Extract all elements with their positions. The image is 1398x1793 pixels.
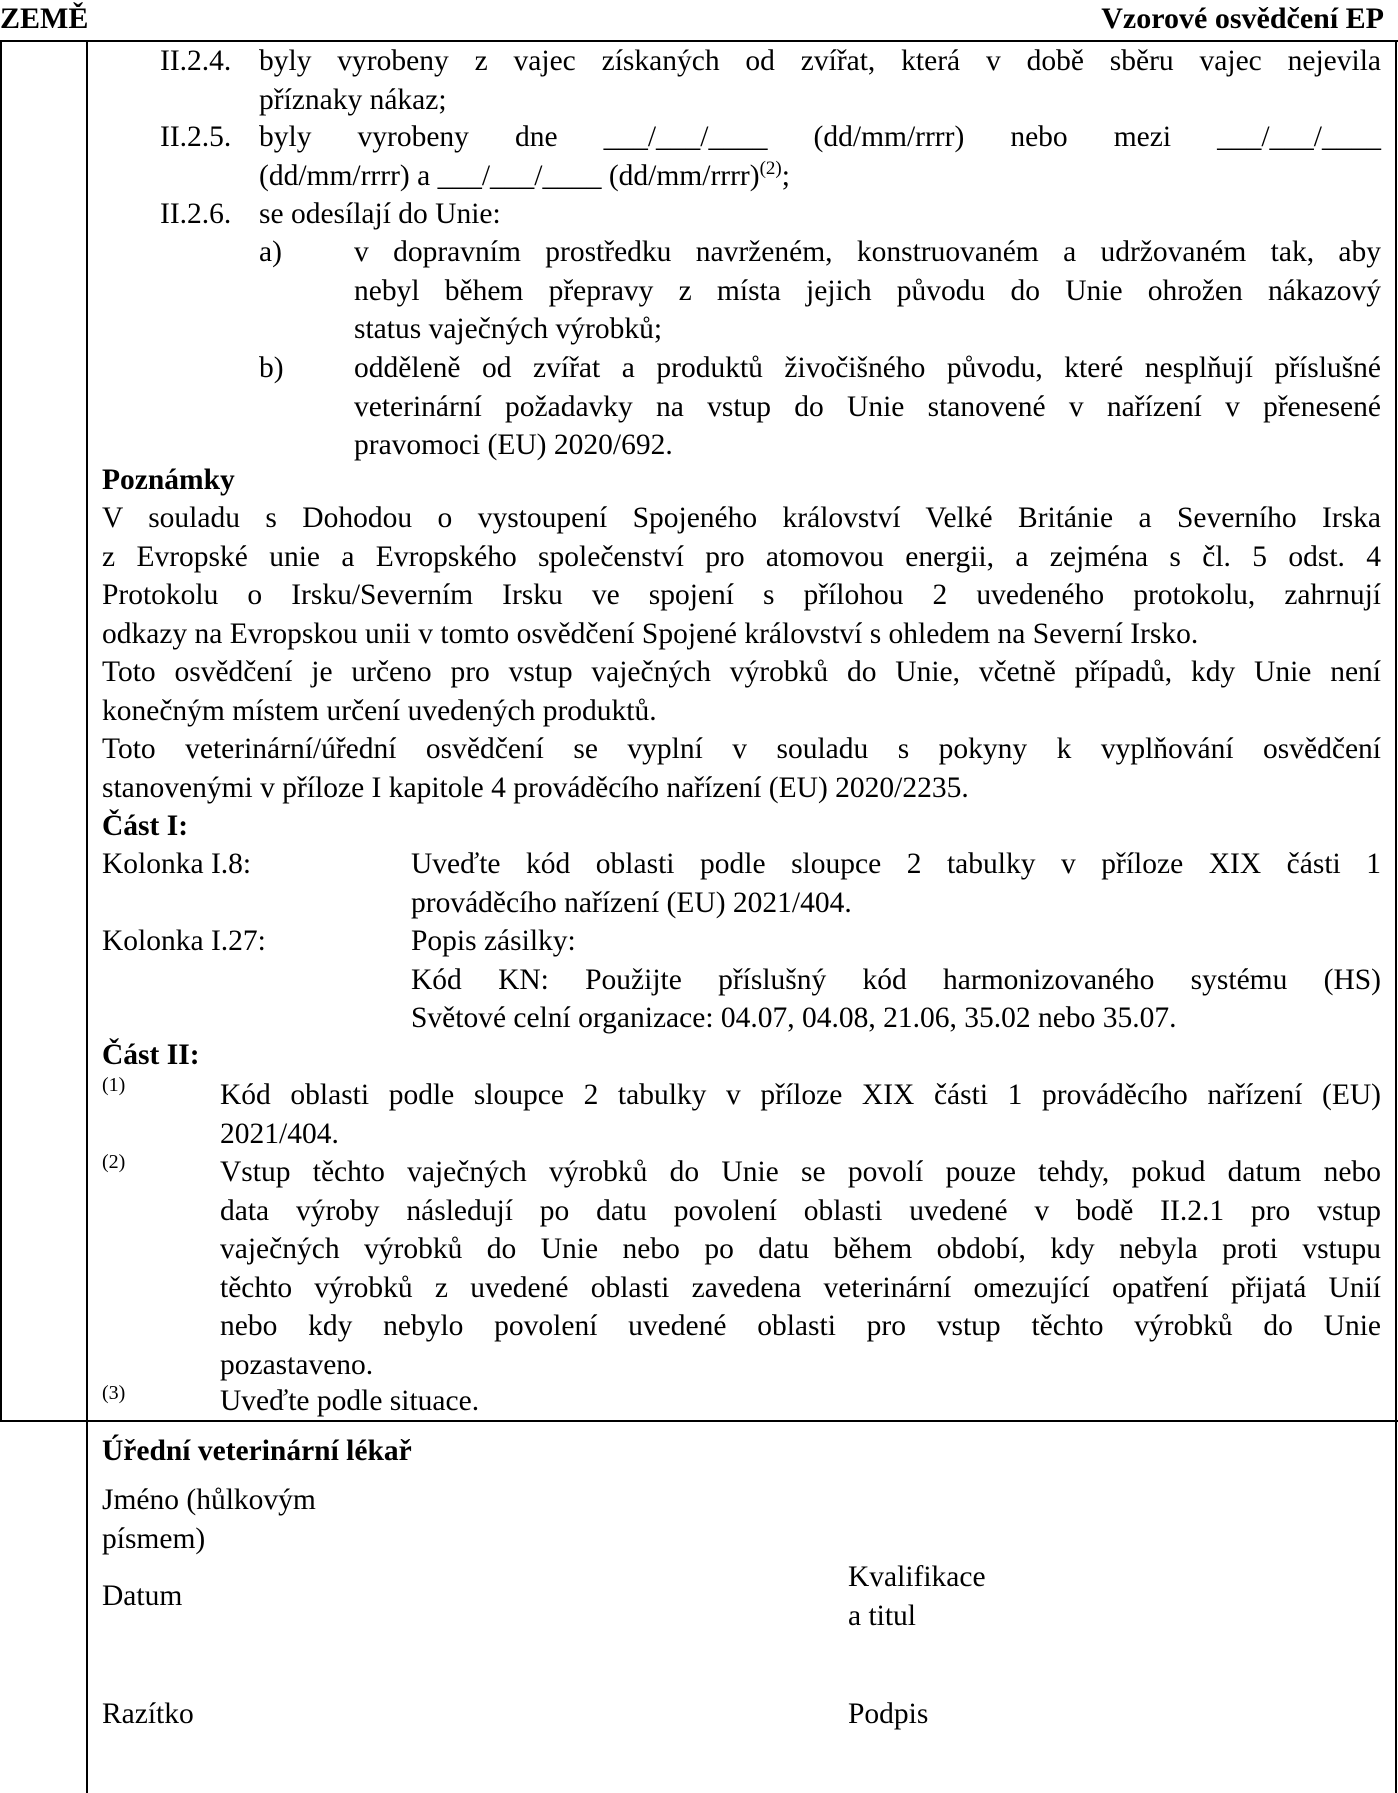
item-II-2-5-number: II.2.5. [160,121,232,153]
footnote-1-text: Kód oblasti podle sloupce 2 tabulky v příloze XIX části 1 prováděcího nařízení (EU) 2021/404. [220,1079,1381,1150]
official-veterinarian-heading: Úřední veterinární lékař [102,1435,412,1467]
footnote-ref-2: (2) [759,157,782,179]
item-II-2-4-number: II.2.4. [160,45,232,77]
table-left-border [0,40,2,1422]
notes-heading: Poznámky [102,464,235,496]
item-II-2-6-number: II.2.6. [160,198,232,230]
subitem-a-label: a) [259,236,282,268]
notes-paragraph-3: Toto veterinární/úřední osvědčení se vyplní v souladu s pokyny k vyplňování osvědčení stanovenými v příloze I kapitole 4 prováděcího nařízení (EU) 2020/2235. [102,733,1381,804]
table-row-divider [0,1420,1398,1422]
date-field-label: Datum [102,1580,183,1612]
header-certificate-model: Vzorové osvědčení EP [1101,2,1384,35]
footnote-3-text: Uveďte podle situace. [220,1385,480,1417]
subitem-b-text: odděleně od zvířat a produktů živočišného původu, které nesplňují příslušné veterinární požadavky na vstup do Unie stanovené v nařízení v přenesené pravomoci (EU) 2020/692. [354,352,1381,461]
stamp-field-label: Razítko [102,1698,194,1730]
part-I-heading: Část I: [102,810,189,842]
box-I-27-text: Popis zásilky: Kód KN: Použijte příslušný kód harmonizovaného systému (HS) Světové celní organizace: 04.07, 04.08, 21.06, 35.02 nebo 35.07. [411,925,1381,1034]
table-column-divider [86,40,88,1793]
part-II-heading: Část II: [102,1039,200,1071]
subitem-a-text: v dopravním prostředku navrženém, konstruovaném a udržovaném tak, aby nebyl během přepravy z místa jejich původu do Unie ohrožen nákazový status vaječných výrobků; [354,236,1381,345]
footnote-1-mark: (1) [102,1074,126,1096]
notes-paragraph-1: V souladu s Dohodou o vystoupení Spojeného království Velké Británie a Severního Irska z Evropské unie a Evropského společenství pro atomovou energii, a zejména s čl. 5 odst. 4 Protokolu o Irsku/Severním Irsku ve spojení s přílohou 2 uvedeného protokolu, zahrnují odkazy na Evropskou unii v tomto osvědčení Spojené království s ohledem na Severní Irsko. [102,502,1381,650]
footnote-2-mark: (2) [102,1151,126,1173]
item-II-2-6-text: se odesílají do Unie: [259,198,501,230]
qualification-field-label: Kvalifikace a titul [848,1561,986,1632]
subitem-b-label: b) [259,352,284,384]
box-I-27-label: Kolonka I.27: [102,925,266,957]
box-I-8-label: Kolonka I.8: [102,848,252,880]
table-right-border [1395,40,1397,1793]
footnote-2-text: Vstup těchto vaječných výrobků do Unie se povolí pouze tehdy, pokud datum nebo data výroby následují po datu povolení oblasti uvedené v bodě II.2.1 pro vstup vaječných výrobků do Unie nebo po datu během období, kdy nebyla proti vstupu těchto výrobků z uvedené oblasti zavedena veterinární omezující opatření přijatá Unií nebo kdy nebylo povolení uvedené oblasti pro vstup těchto výrobků do Unie pozastaveno. [220,1156,1381,1381]
name-field-label: Jméno (hůlkovým písmem) [102,1484,316,1555]
notes-paragraph-2: Toto osvědčení je určeno pro vstup vaječných výrobků do Unie, včetně případů, kdy Unie není konečným místem určení uvedených produktů. [102,656,1381,727]
footnote-3-mark: (3) [102,1382,126,1404]
item-II-2-4-text: byly vyrobeny z vajec získaných od zvířat, která v době sběru vajec nejevila příznaky nákaz; [259,45,1381,116]
header-country: ZEMĚ [0,2,89,35]
signature-field-label: Podpis [848,1698,929,1730]
box-I-8-text: Uveďte kód oblasti podle sloupce 2 tabulky v příloze XIX části 1 prováděcího nařízení (EU) 2021/404. [411,848,1381,919]
item-II-2-5-text: byly vyrobeny dne ___/___/____ (dd/mm/rrrr) nebo mezi ___/___/____ (dd/mm/rrrr) a ___/___/____ (dd/mm/rrrr)$^{(2)}$; [259,121,1381,192]
